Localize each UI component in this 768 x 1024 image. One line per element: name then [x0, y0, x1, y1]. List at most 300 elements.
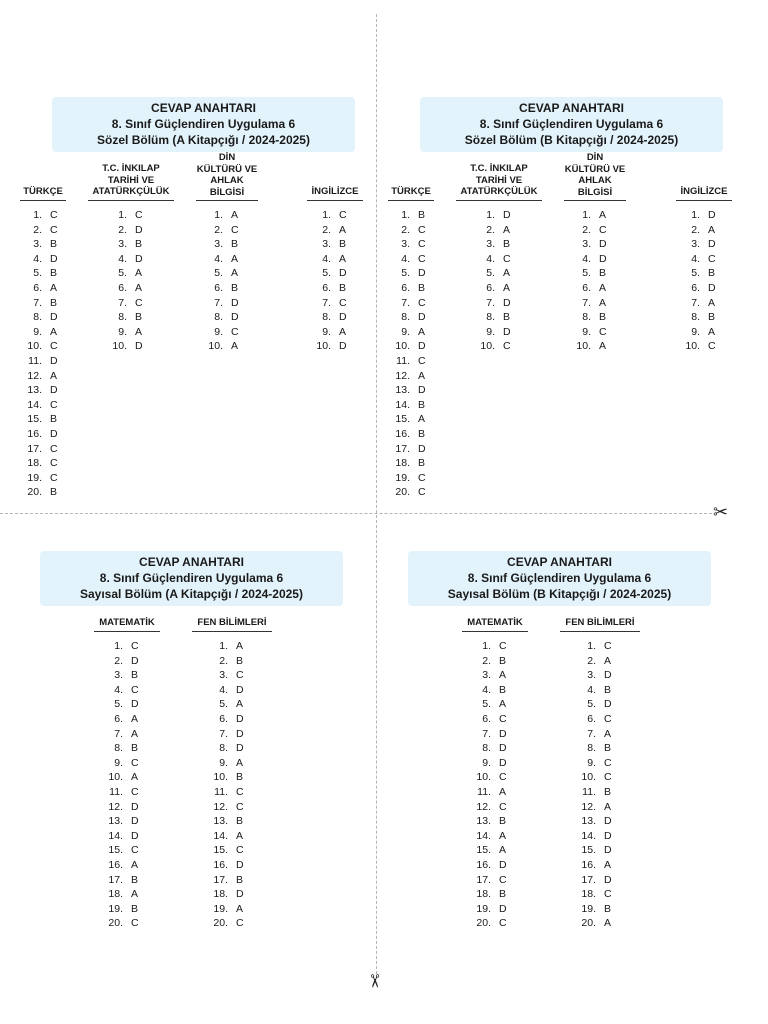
question-number: 4.: [33, 252, 42, 265]
answer-letter: A: [135, 325, 143, 338]
answer-letter: C: [599, 223, 607, 236]
question-number: 16.: [581, 858, 596, 871]
answer-letter: C: [135, 296, 143, 309]
answer-row: [20, 398, 64, 413]
answer-row: [574, 683, 618, 698]
answer-letter: B: [503, 238, 511, 251]
answer-row: [473, 208, 517, 223]
question-number: 8.: [219, 742, 228, 755]
question-number: 3.: [219, 669, 228, 682]
answer-row: [206, 873, 250, 888]
answer-row: [101, 887, 145, 902]
question-number: 7.: [33, 296, 42, 309]
answer-row: [206, 639, 250, 654]
answer-row: [201, 310, 245, 325]
answer-row: [569, 310, 613, 325]
answer-letter: A: [599, 296, 607, 309]
answer-letter: C: [599, 325, 607, 338]
answer-letter: A: [236, 640, 244, 652]
header-subtitle: 8. Sınıf Güçlendiren Uygulama 6: [479, 117, 664, 131]
question-number: 19.: [581, 902, 596, 915]
answer-row: [469, 829, 513, 844]
answer-letter: D: [708, 209, 716, 221]
question-number: 4.: [486, 252, 495, 265]
answer-letter: A: [599, 281, 607, 294]
header-booklet: Sayısal Bölüm (B Kitapçığı / 2024-2025): [447, 587, 672, 601]
question-number: 2.: [33, 223, 42, 236]
answer-row: [469, 639, 513, 654]
answer-letter: D: [339, 311, 347, 324]
answer-row: [309, 266, 353, 281]
question-number: 11.: [214, 785, 228, 798]
question-number: 14.: [108, 829, 123, 842]
question-number: 6.: [691, 281, 700, 294]
question-number: 3.: [482, 669, 491, 682]
answer-letter: D: [604, 829, 612, 842]
answer-letter: D: [503, 325, 511, 338]
question-number: 9.: [401, 325, 410, 338]
header-subtitle: 8. Sınıf Güçlendiren Uygulama 6: [467, 571, 652, 585]
question-number: 20.: [581, 917, 596, 930]
question-number: 7.: [482, 727, 491, 740]
answer-row: [20, 310, 64, 325]
answer-row: [574, 756, 618, 771]
answer-row: [469, 858, 513, 873]
answer-letter: C: [50, 457, 58, 470]
answer-letter: C: [50, 209, 58, 221]
answer-row: [569, 237, 613, 252]
answer-row: [678, 310, 722, 325]
question-number: 3.: [114, 669, 123, 682]
answer-letter: C: [499, 640, 507, 652]
question-number: 6.: [587, 712, 596, 725]
answer-row: [20, 237, 64, 252]
answer-row: [469, 683, 513, 698]
question-number: 5.: [401, 267, 410, 280]
question-number: 4.: [114, 683, 123, 696]
question-number: 3.: [214, 238, 223, 251]
question-number: 4.: [118, 252, 127, 265]
question-number: 10.: [685, 340, 700, 353]
answer-row: [20, 412, 64, 427]
answer-letter: A: [418, 325, 426, 338]
question-number: 2.: [118, 223, 127, 236]
question-number: 16.: [395, 427, 410, 440]
question-number: 4.: [582, 252, 591, 265]
answer-letter: D: [599, 252, 607, 265]
answer-row: [201, 339, 245, 354]
answer-letter: C: [236, 917, 244, 930]
answer-letter: C: [50, 398, 58, 411]
answer-row: [20, 296, 64, 311]
question-number: 4.: [587, 683, 596, 696]
answer-row: [388, 266, 432, 281]
scissors-icon: ✂: [713, 502, 729, 522]
answer-letter: C: [418, 223, 426, 236]
question-number: 1.: [322, 209, 331, 221]
question-number: 18.: [213, 888, 228, 901]
answer-row: [105, 281, 149, 296]
answer-row: [469, 843, 513, 858]
answer-row: [469, 770, 513, 785]
answer-row: [201, 325, 245, 340]
answer-row: [20, 485, 64, 500]
question-number: 12.: [27, 369, 42, 382]
question-number: 5.: [582, 267, 591, 280]
question-number: 2.: [219, 654, 228, 667]
answer-letter: A: [418, 413, 426, 426]
answer-row: [469, 785, 513, 800]
answer-letter: D: [599, 238, 607, 251]
question-number: 2.: [587, 654, 596, 667]
answer-row: [388, 398, 432, 413]
question-number: 5.: [114, 698, 123, 711]
question-number: 10.: [480, 340, 495, 353]
answer-row: [20, 442, 64, 457]
question-number: 8.: [33, 311, 42, 324]
answer-list: [469, 639, 513, 931]
scissors-icon: ✂: [364, 973, 385, 989]
answer-letter: D: [131, 698, 139, 711]
header-title: CEVAP ANAHTARI: [519, 101, 624, 115]
answer-row: [20, 383, 64, 398]
answer-list: [105, 208, 149, 354]
question-number: 6.: [33, 281, 42, 294]
answer-letter: B: [131, 669, 139, 682]
answer-letter: B: [604, 785, 612, 798]
answer-row: [101, 843, 145, 858]
answer-letter: B: [503, 311, 511, 324]
answer-letter: D: [236, 888, 244, 901]
question-number: 20.: [395, 486, 410, 499]
answer-row: [678, 266, 722, 281]
answer-row: [20, 266, 64, 281]
answer-row: [101, 712, 145, 727]
answer-letter: D: [604, 873, 612, 886]
column-title: TÜRKÇE: [20, 186, 66, 201]
answer-row: [469, 902, 513, 917]
vertical-cut-line: [376, 14, 377, 974]
question-number: 16.: [476, 858, 491, 871]
question-number: 14.: [395, 398, 410, 411]
header-title: CEVAP ANAHTARI: [139, 555, 244, 569]
question-number: 1.: [587, 640, 596, 652]
answer-row: [20, 208, 64, 223]
answer-letter: C: [131, 844, 139, 857]
answer-row: [206, 683, 250, 698]
question-number: 11.: [477, 785, 491, 798]
answer-row: [206, 712, 250, 727]
question-number: 11.: [582, 785, 596, 798]
answer-row: [20, 281, 64, 296]
answer-letter: D: [604, 698, 612, 711]
question-number: 8.: [118, 311, 127, 324]
answer-row: [388, 412, 432, 427]
answer-row: [473, 310, 517, 325]
answer-row: [388, 354, 432, 369]
answer-letter: B: [418, 281, 426, 294]
question-number: 2.: [582, 223, 591, 236]
question-number: 4.: [219, 683, 228, 696]
question-number: 4.: [482, 683, 491, 696]
answer-letter: A: [131, 727, 139, 740]
question-number: 6.: [118, 281, 127, 294]
answer-letter: A: [599, 209, 607, 221]
question-number: 19.: [213, 902, 228, 915]
answer-letter: C: [131, 756, 139, 769]
question-number: 9.: [114, 756, 123, 769]
answer-letter: B: [599, 311, 607, 324]
answer-row: [20, 456, 64, 471]
answer-row: [678, 281, 722, 296]
answer-letter: C: [503, 340, 511, 353]
question-number: 6.: [401, 281, 410, 294]
answer-row: [206, 741, 250, 756]
answer-letter: C: [231, 325, 239, 338]
answer-row: [388, 427, 432, 442]
column-title: T.C. İNKILAP TARİHİ VE ATATÜRKÇÜLÜK: [456, 163, 542, 201]
answer-letter: B: [599, 267, 607, 280]
question-number: 1.: [482, 640, 491, 652]
answer-row: [20, 339, 64, 354]
answer-row: [20, 369, 64, 384]
answer-row: [469, 668, 513, 683]
answer-row: [20, 427, 64, 442]
answer-key-header: [420, 97, 723, 152]
answer-row: [469, 712, 513, 727]
answer-row: [206, 727, 250, 742]
answer-letter: C: [418, 296, 426, 309]
answer-row: [388, 485, 432, 500]
column-title: MATEMATİK: [94, 617, 160, 632]
answer-row: [101, 814, 145, 829]
answer-row: [574, 727, 618, 742]
answer-letter: D: [503, 296, 511, 309]
question-number: 1.: [582, 209, 591, 221]
question-number: 9.: [219, 756, 228, 769]
answer-row: [206, 654, 250, 669]
column-title: FEN BİLİMLERİ: [192, 617, 272, 632]
answer-row: [201, 208, 245, 223]
answer-letter: C: [418, 471, 426, 484]
question-number: 8.: [691, 311, 700, 324]
question-number: 12.: [476, 800, 491, 813]
question-number: 12.: [213, 800, 228, 813]
answer-row: [105, 223, 149, 238]
answer-letter: D: [604, 669, 612, 682]
answer-letter: A: [604, 654, 612, 667]
answer-letter: B: [604, 742, 612, 755]
question-number: 14.: [581, 829, 596, 842]
question-number: 5.: [118, 267, 127, 280]
answer-row: [101, 683, 145, 698]
answer-letter: A: [604, 800, 612, 813]
answer-row: [101, 668, 145, 683]
question-number: 16.: [108, 858, 123, 871]
answer-row: [20, 354, 64, 369]
answer-row: [469, 741, 513, 756]
question-number: 9.: [482, 756, 491, 769]
answer-letter: C: [131, 640, 139, 652]
question-number: 13.: [581, 815, 596, 828]
answer-letter: C: [339, 296, 347, 309]
answer-letter: C: [604, 771, 612, 784]
question-number: 1.: [691, 209, 700, 221]
answer-row: [201, 237, 245, 252]
question-number: 15.: [395, 413, 410, 426]
question-number: 9.: [587, 756, 596, 769]
answer-row: [206, 843, 250, 858]
question-number: 10.: [108, 771, 123, 784]
answer-row: [101, 829, 145, 844]
answer-letter: A: [339, 252, 347, 265]
answer-letter: A: [50, 369, 58, 382]
answer-letter: B: [499, 683, 507, 696]
question-number: 8.: [486, 311, 495, 324]
question-number: 3.: [33, 238, 42, 251]
answer-row: [678, 296, 722, 311]
question-number: 6.: [219, 712, 228, 725]
answer-row: [469, 727, 513, 742]
answer-row: [101, 800, 145, 815]
answer-row: [101, 902, 145, 917]
answer-letter: C: [236, 844, 244, 857]
answer-row: [105, 310, 149, 325]
question-number: 6.: [582, 281, 591, 294]
question-number: 18.: [395, 457, 410, 470]
question-number: 8.: [582, 311, 591, 324]
answer-letter: D: [499, 727, 507, 740]
header-booklet: Sözel Bölüm (A Kitapçığı / 2024-2025): [97, 133, 310, 147]
answer-letter: B: [236, 873, 244, 886]
question-number: 2.: [486, 223, 495, 236]
answer-letter: C: [131, 917, 139, 930]
answer-row: [101, 727, 145, 742]
answer-row: [469, 654, 513, 669]
answer-row: [678, 339, 722, 354]
question-number: 3.: [587, 669, 596, 682]
answer-letter: A: [236, 829, 244, 842]
question-number: 8.: [114, 742, 123, 755]
answer-row: [473, 252, 517, 267]
answer-letter: B: [135, 238, 143, 251]
question-number: 4.: [691, 252, 700, 265]
answer-row: [201, 266, 245, 281]
answer-letter: A: [499, 785, 507, 798]
question-number: 5.: [33, 267, 42, 280]
answer-letter: C: [499, 917, 507, 930]
answer-letter: A: [604, 917, 612, 930]
question-number: 7.: [691, 296, 700, 309]
answer-row: [206, 916, 250, 931]
question-number: 7.: [219, 727, 228, 740]
answer-row: [473, 266, 517, 281]
answer-letter: B: [236, 654, 244, 667]
answer-letter: B: [339, 238, 347, 251]
answer-row: [473, 296, 517, 311]
answer-row: [469, 697, 513, 712]
question-number: 8.: [322, 311, 331, 324]
answer-letter: B: [418, 457, 426, 470]
answer-letter: C: [50, 471, 58, 484]
answer-row: [105, 237, 149, 252]
question-number: 10.: [27, 340, 42, 353]
answer-row: [388, 442, 432, 457]
answer-row: [206, 858, 250, 873]
answer-letter: C: [708, 340, 716, 353]
question-number: 5.: [486, 267, 495, 280]
answer-row: [309, 223, 353, 238]
question-number: 7.: [118, 296, 127, 309]
question-number: 17.: [27, 442, 42, 455]
question-number: 17.: [108, 873, 123, 886]
answer-row: [101, 770, 145, 785]
answer-row: [574, 858, 618, 873]
answer-letter: C: [499, 712, 507, 725]
question-number: 7.: [582, 296, 591, 309]
answer-row: [678, 223, 722, 238]
answer-letter: B: [418, 209, 426, 221]
answer-row: [101, 916, 145, 931]
answer-letter: D: [50, 354, 58, 367]
question-number: 17.: [213, 873, 228, 886]
answer-row: [388, 208, 432, 223]
question-number: 9.: [691, 325, 700, 338]
answer-letter: B: [50, 296, 58, 309]
answer-row: [20, 325, 64, 340]
answer-letter: A: [503, 267, 511, 280]
answer-row: [574, 800, 618, 815]
answer-key-header: [40, 551, 343, 606]
answer-row: [101, 785, 145, 800]
column-title: DİN KÜLTÜRÜ VE AHLAK BİLGİSİ: [196, 152, 258, 201]
question-number: 2.: [214, 223, 223, 236]
answer-letter: D: [418, 311, 426, 324]
answer-letter: B: [135, 311, 143, 324]
answer-letter: D: [231, 311, 239, 324]
question-number: 2.: [691, 223, 700, 236]
answer-row: [574, 785, 618, 800]
question-number: 7.: [114, 727, 123, 740]
answer-letter: D: [50, 311, 58, 324]
answer-letter: D: [236, 712, 244, 725]
answer-row: [101, 639, 145, 654]
answer-letter: D: [418, 267, 426, 280]
answer-letter: C: [418, 486, 426, 499]
answer-letter: A: [499, 829, 507, 842]
answer-letter: D: [236, 683, 244, 696]
answer-letter: A: [708, 223, 716, 236]
question-number: 9.: [486, 325, 495, 338]
answer-row: [309, 325, 353, 340]
answer-row: [201, 223, 245, 238]
answer-letter: D: [135, 252, 143, 265]
column-title: FEN BİLİMLERİ: [560, 617, 640, 632]
answer-letter: C: [604, 756, 612, 769]
answer-letter: D: [131, 815, 139, 828]
question-number: 8.: [587, 742, 596, 755]
answer-row: [101, 741, 145, 756]
answer-row: [309, 281, 353, 296]
question-number: 3.: [691, 238, 700, 251]
question-number: 17.: [476, 873, 491, 886]
answer-letter: A: [503, 281, 511, 294]
answer-letter: A: [131, 771, 139, 784]
answer-letter: B: [708, 267, 716, 280]
question-number: 4.: [401, 252, 410, 265]
answer-row: [388, 281, 432, 296]
question-number: 2.: [322, 223, 331, 236]
